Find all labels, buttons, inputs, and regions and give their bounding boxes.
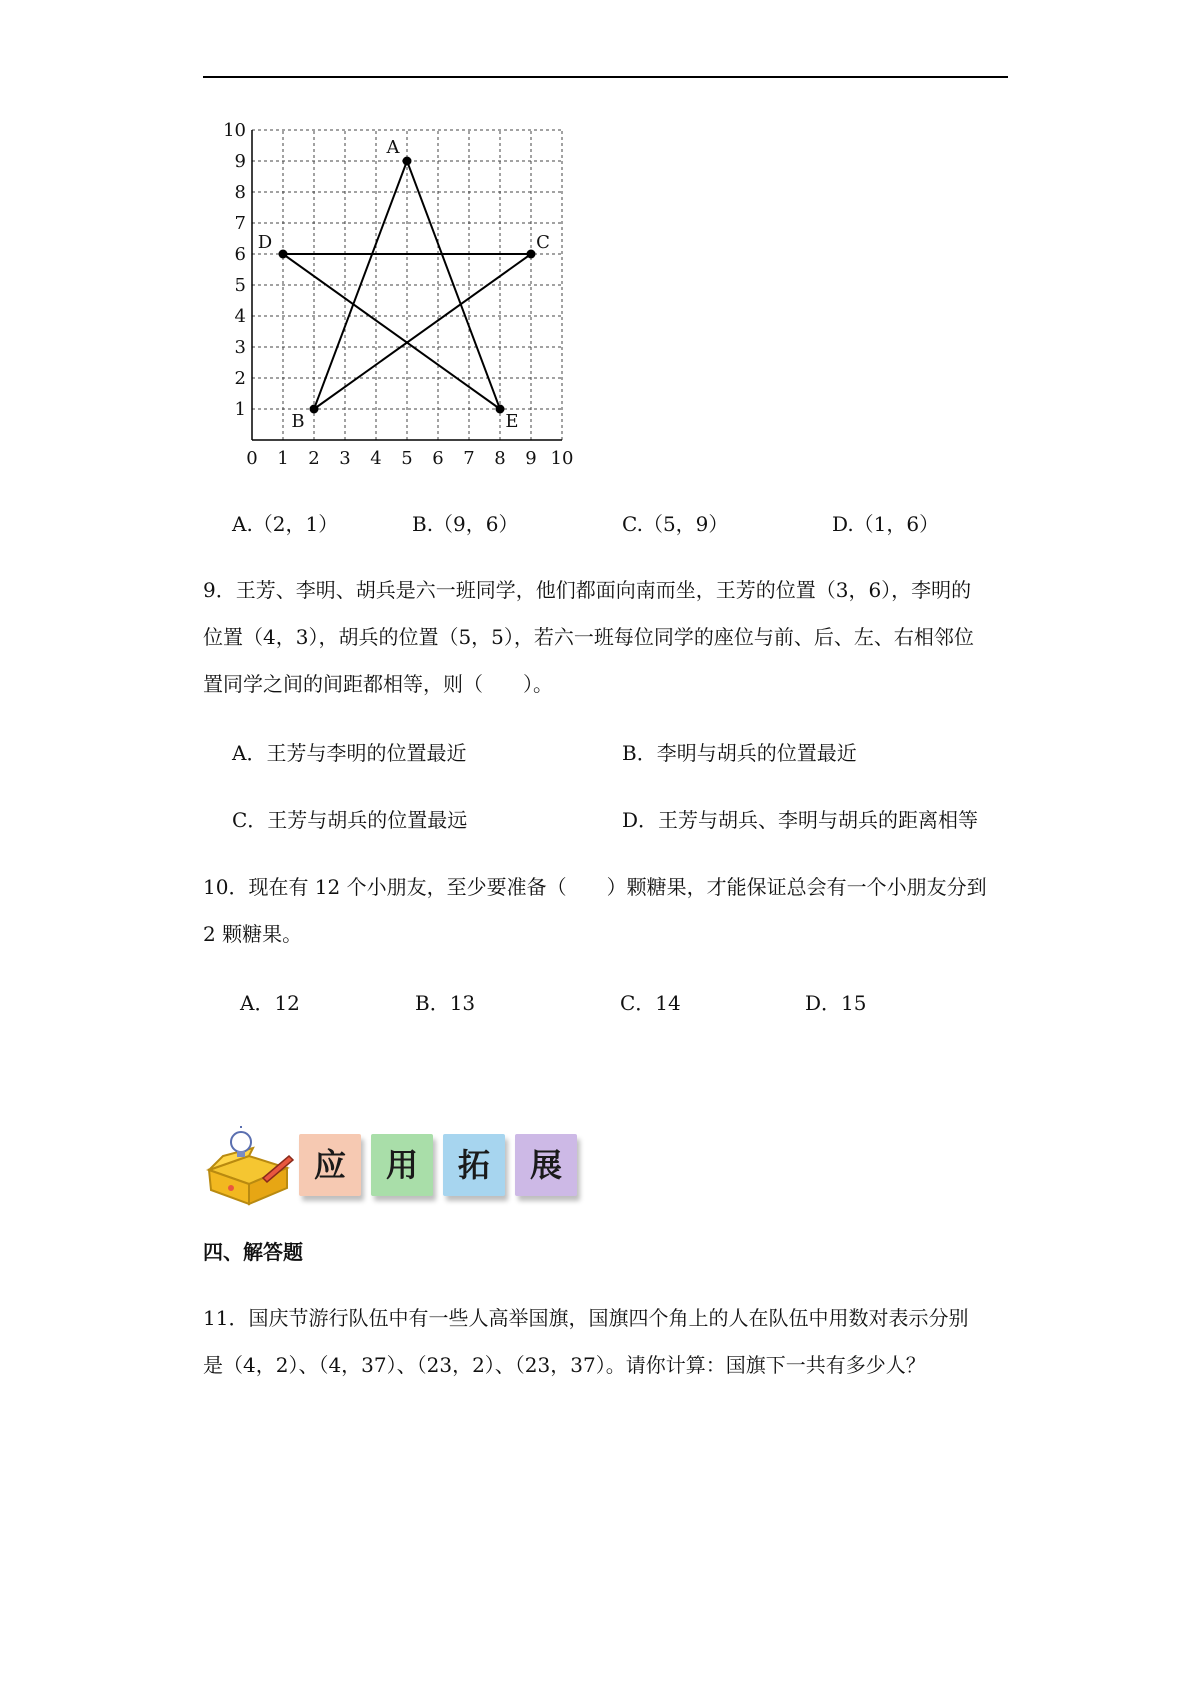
banner-tile-3: 拓 (443, 1134, 505, 1196)
banner-tile-2: 用 (371, 1134, 433, 1196)
y-tick-label: 7 (234, 213, 246, 234)
x-tick-label: 6 (432, 448, 444, 469)
q9-line-2: 位置（4，3），胡兵的位置（5，5），若六一班每位同学的座位与前、后、左、右相邻位 (203, 625, 974, 649)
point-marker (527, 250, 536, 259)
star-segment (283, 254, 500, 409)
q8-option-c[interactable]: C.（5，9） (622, 512, 729, 536)
q9-option-b[interactable]: B．李明与胡兵的位置最近 (622, 741, 857, 765)
q10-line-1: 10．现在有 12 个小朋友，至少要准备（ ）颗糖果，才能保证总会有一个小朋友分到 (203, 875, 987, 899)
x-tick-label: 4 (370, 448, 382, 469)
x-tick-label: 9 (525, 448, 537, 469)
point-label: D (257, 232, 273, 253)
y-tick-label: 1 (234, 399, 246, 420)
star-segment (314, 254, 531, 409)
q9-option-d[interactable]: D．王芳与胡兵、李明与胡兵的距离相等 (622, 808, 979, 832)
x-tick-label: 0 (246, 448, 258, 469)
header-rule (203, 76, 1008, 78)
q9-line-1: 9．王芳、李明、胡兵是六一班同学，他们都面向南而坐，王芳的位置（3，6），李明的 (203, 578, 972, 602)
point-label: A (386, 137, 400, 158)
star-grid-figure (222, 110, 582, 470)
q9-option-a[interactable]: A．王芳与李明的位置最近 (232, 741, 467, 765)
q9-line-3: 置同学之间的间距都相等，则（ ）。 (203, 672, 553, 696)
banner-tile-4: 展 (515, 1134, 577, 1196)
y-tick-label: 9 (234, 151, 246, 172)
q10-option-b[interactable]: B．13 (415, 991, 476, 1015)
q10-option-c[interactable]: C．14 (620, 991, 681, 1015)
y-tick-label: 6 (234, 244, 246, 265)
x-tick-label: 5 (401, 448, 413, 469)
y-tick-label: 4 (234, 306, 246, 327)
point-label: C (536, 232, 550, 253)
coordinate-grid (222, 110, 582, 470)
x-tick-label: 7 (463, 448, 475, 469)
y-tick-label: 3 (234, 337, 246, 358)
x-tick-label: 1 (277, 448, 289, 469)
q10-line-2: 2 颗糖果。 (203, 922, 303, 946)
x-tick-label: 3 (339, 448, 351, 469)
x-tick-label: 2 (308, 448, 320, 469)
q11-line-1: 11．国庆节游行队伍中有一些人高举国旗，国旗四个角上的人在队伍中用数对表示分别 (203, 1306, 969, 1330)
q9-option-c[interactable]: C．王芳与胡兵的位置最远 (232, 808, 468, 832)
y-tick-label: 8 (234, 182, 246, 203)
x-tick-label: 10 (550, 448, 574, 469)
point-marker (496, 405, 505, 414)
x-tick-label: 8 (494, 448, 506, 469)
treasure-box-icon (203, 1126, 295, 1206)
q10-option-d[interactable]: D．15 (805, 991, 867, 1015)
banner-tile-1: 应 (299, 1134, 361, 1196)
application-extension-banner (203, 1130, 603, 1210)
section-title: 四、解答题 (203, 1240, 303, 1264)
y-tick-label: 5 (234, 275, 246, 296)
point-label: B (291, 411, 305, 432)
q8-option-d[interactable]: D.（1，6） (832, 512, 940, 536)
point-label: E (505, 411, 519, 432)
point-marker (310, 405, 319, 414)
q8-option-b[interactable]: B.（9，6） (412, 512, 519, 536)
point-marker (279, 250, 288, 259)
q8-option-a[interactable]: A.（2，1） (232, 512, 339, 536)
point-marker (403, 157, 412, 166)
q10-option-a[interactable]: A．12 (240, 991, 300, 1015)
q11-line-2: 是（4，2）、（4，37）、（23，2）、（23，37）。请你计算：国旗下一共有多少人？ (203, 1353, 926, 1377)
y-tick-label: 2 (234, 368, 246, 389)
y-tick-label: 10 (223, 120, 246, 141)
